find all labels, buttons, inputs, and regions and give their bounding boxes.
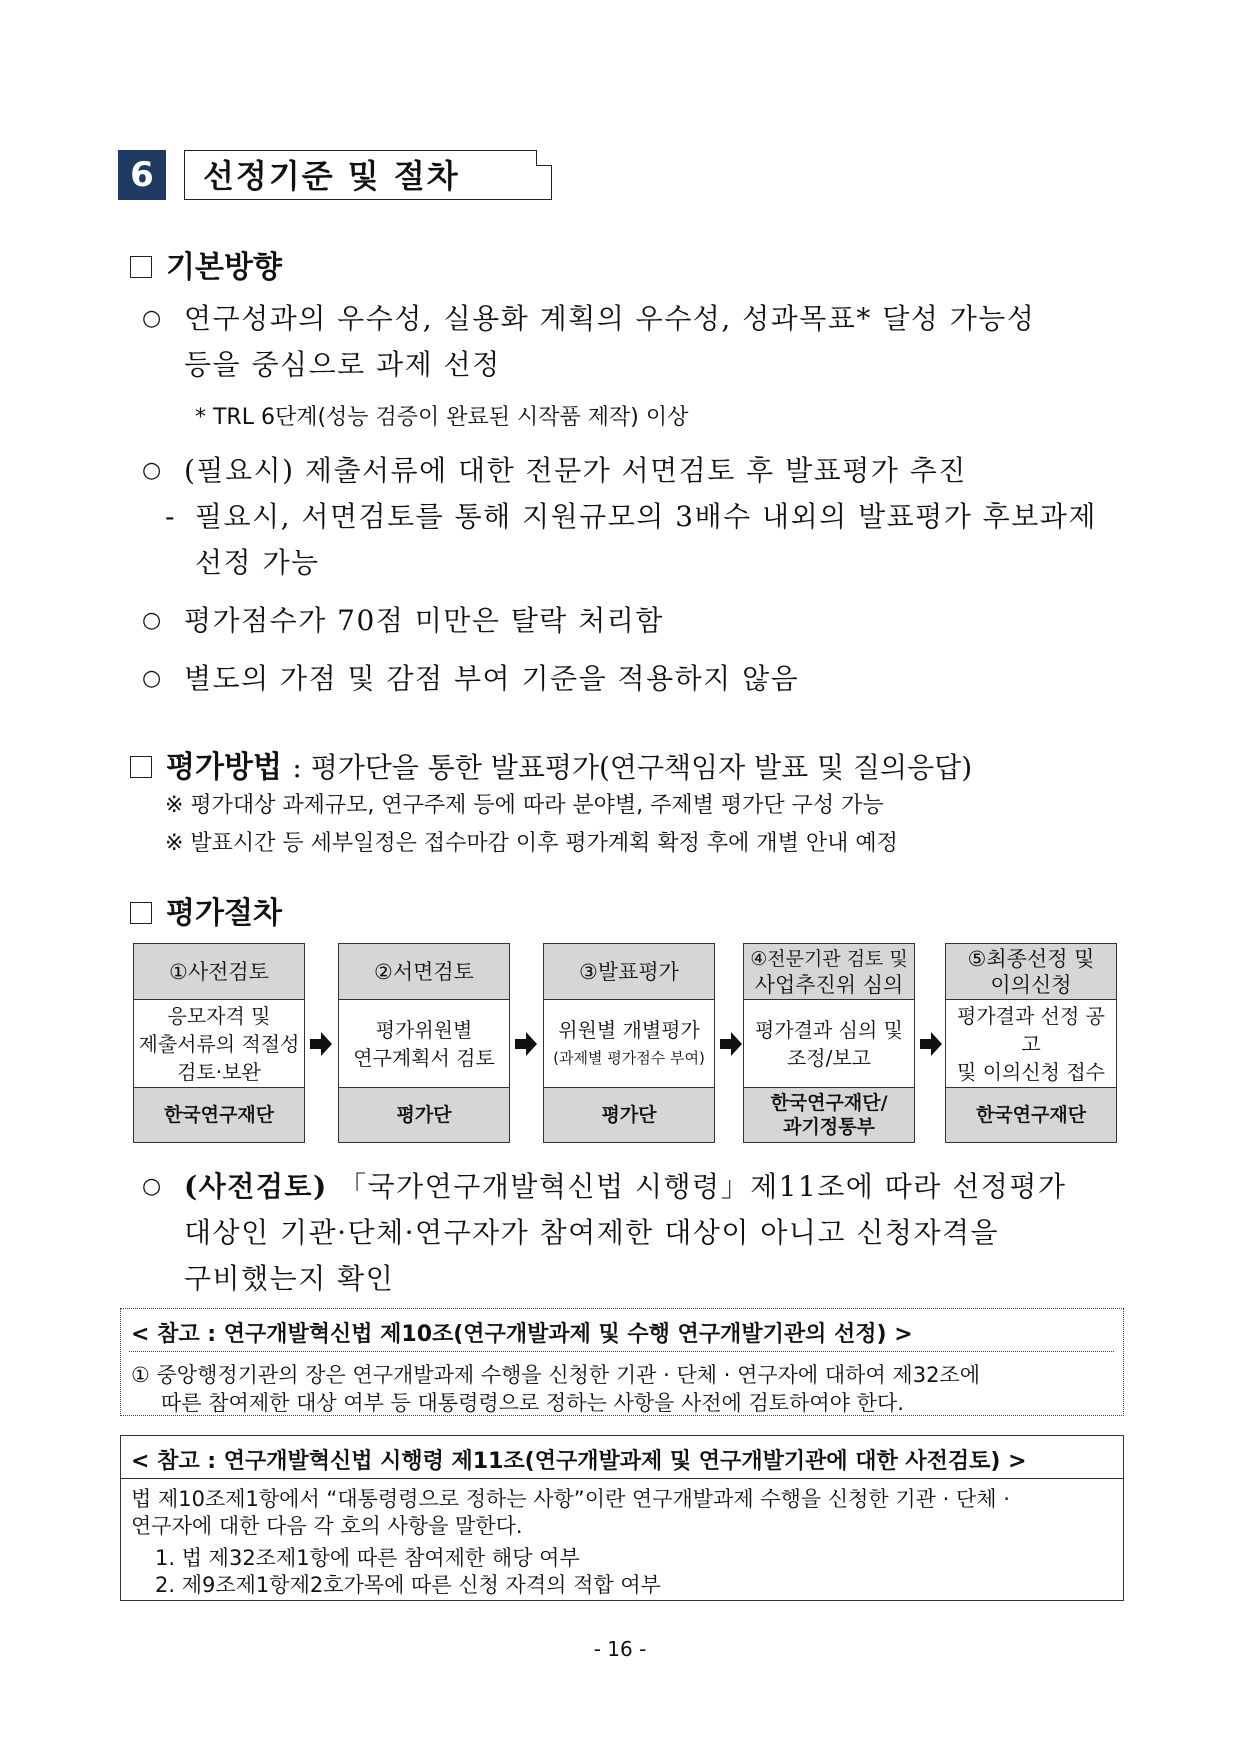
method-heading <box>130 742 972 786</box>
pre-review-line3: 구비했는지 확인 <box>184 1262 395 1295</box>
right-arrow-icon <box>515 1031 537 1057</box>
step-body-line: 조정/보고 <box>786 1045 872 1070</box>
step-foot-line: 과기정통부 <box>783 1116 875 1138</box>
step-head <box>744 944 914 1000</box>
bullet-1-text <box>184 296 1139 388</box>
reference-item-1: 1. 법 제32조제1항에 따른 참여제한 해당 여부 <box>155 1546 580 1570</box>
step-final-selection <box>945 943 1117 1143</box>
dash-line2: 선정 가능 <box>195 546 320 579</box>
step-body <box>339 1000 509 1088</box>
page-number: - 16 - <box>593 1637 647 1661</box>
bullet-2-text: (필요시) 제출서류에 대한 전문가 서면검토 후 발표평가 추진 <box>184 454 967 487</box>
bullet-1 <box>142 296 1132 388</box>
folded-corner <box>536 150 552 166</box>
reference-line: 연구자에 대한 다음 각 호의 사항을 말한다. <box>131 1514 523 1538</box>
bullet-1-line2: 등을 중심으로 과제 선정 <box>184 348 501 381</box>
dash-item <box>165 494 1135 586</box>
bullet-pre-review <box>142 1164 1132 1302</box>
bullet-1-line1: 연구성과의 우수성, 실용화 계획의 우수성, 성과목표* 달성 가능성 <box>184 302 1036 335</box>
step-committee-review <box>743 943 915 1143</box>
reference-title: < 참고 : 연구개발혁신법 시행령 제11조(연구개발과제 및 연구개발기관에 대한 사전검토) > <box>131 1449 1027 1474</box>
basic-heading-text: 기본방향 <box>166 250 282 285</box>
method-note-1: ※ 평가대상 과제규모, 연구주제 등에 따라 분야별, 주제별 평가단 구성 가능 <box>165 793 884 818</box>
dash-line1: 필요시, 서면검토를 통해 지원규모의 3배수 내외의 발표평가 후보과제 <box>195 500 1097 533</box>
checkbox-square-icon <box>130 256 152 278</box>
section-title-box <box>184 150 552 200</box>
step-foot: 평가단 <box>339 1088 509 1142</box>
circle-bullet-icon: ○ <box>142 1174 162 1199</box>
step-body <box>544 1000 714 1088</box>
footnote-trl: * TRL 6단계(성능 검증이 완료된 시작품 제작) 이상 <box>195 405 689 430</box>
step-body <box>134 1000 304 1088</box>
circle-bullet-icon: ○ <box>142 666 162 691</box>
procedure-heading <box>130 888 282 932</box>
reference-line: ① 중앙행정기관의 장은 연구개발과제 수행을 신청한 기관 · 단체 · 연구자에 대하여 제32조에 <box>131 1363 981 1387</box>
section-number: 6 <box>118 150 166 200</box>
reference-item-2: 2. 제9조제1항제2호가목에 따른 신청 자격의 적합 여부 <box>155 1573 661 1597</box>
step-body-line: 제출서류의 적절성 <box>138 1031 300 1056</box>
step-body-line: 및 이의신청 접수 <box>957 1059 1105 1084</box>
step-head <box>946 944 1116 1000</box>
step-head-line: 이의신청 <box>990 972 1072 997</box>
step-head: ②서면검토 <box>339 944 509 1000</box>
step-head-line: 사업추진위 심의 <box>754 972 904 997</box>
circle-bullet-icon: ○ <box>142 608 162 633</box>
step-body-line: 평가결과 선정 공고 <box>957 1003 1105 1056</box>
right-arrow-icon <box>920 1031 942 1057</box>
circle-bullet-icon: ○ <box>142 458 162 483</box>
process-flow <box>133 943 1133 1143</box>
bullet-3-text: 평가점수가 70점 미만은 탈락 처리함 <box>184 604 664 637</box>
section-title: 선정기준 및 절차 <box>203 157 460 195</box>
right-arrow-icon <box>310 1031 332 1057</box>
step-presentation <box>543 943 715 1143</box>
step-head-line: ⑤최종선정 및 <box>967 946 1095 971</box>
pre-review-label: (사전검토) <box>184 1170 328 1203</box>
method-sub: : 평가단을 통한 발표평가(연구책임자 발표 및 질의응답) <box>292 751 973 784</box>
step-body-line: (과제별 평가점수 부여) <box>553 1048 705 1067</box>
step-foot <box>744 1088 914 1142</box>
step-document-review <box>338 943 510 1143</box>
step-head: ①사전검토 <box>134 944 304 1000</box>
method-note-2: ※ 발표시간 등 세부일정은 접수마감 이후 평가계획 확정 후에 개별 안내 예정 <box>165 831 898 856</box>
dash-text <box>195 494 1145 586</box>
reference-body <box>131 1486 1116 1540</box>
step-body-line: 평가위원별 <box>375 1017 473 1042</box>
step-foot: 한국연구재단 <box>134 1088 304 1142</box>
step-body-line: 응모자격 및 <box>167 1003 271 1028</box>
step-body-line: 위원별 개별평가 <box>558 1017 700 1042</box>
reference-line: 법 제10조제1항에서 “대통령령으로 정하는 사항”이란 연구개발과제 수행을 신청한 기관 · 단체 · <box>131 1487 1010 1511</box>
reference-line: 따른 참여제한 대상 여부 등 대통령령으로 정하는 사항을 사전에 검토하여야 한다. <box>161 1391 904 1415</box>
reference-box-law <box>120 1308 1124 1416</box>
dash-marker: - <box>165 500 175 533</box>
step-head-line: ④전문기관 검토 및 <box>750 947 908 970</box>
checkbox-square-icon <box>130 756 152 778</box>
section-header <box>118 150 558 200</box>
pre-review-text <box>184 1164 1139 1302</box>
step-foot: 평가단 <box>544 1088 714 1142</box>
step-foot-line: 한국연구재단/ <box>770 1092 888 1114</box>
method-heading-text: 평가방법 <box>166 750 282 785</box>
reference-body <box>131 1361 1116 1417</box>
basic-heading <box>130 242 282 286</box>
step-body <box>946 1000 1116 1088</box>
reference-title: < 참고 : 연구개발혁신법 제10조(연구개발과제 및 수행 연구개발기관의 선정) > <box>131 1322 913 1347</box>
checkbox-square-icon <box>130 902 152 924</box>
bullet-4-text: 별도의 가점 및 감점 부여 기준을 적용하지 않음 <box>184 662 800 695</box>
pre-review-line1: 「국가연구개발혁신법 시행령」제11조에 따라 선정평가 <box>338 1170 1067 1203</box>
divider <box>121 1478 1123 1479</box>
step-head: ③발표평가 <box>544 944 714 1000</box>
step-pre-review <box>133 943 305 1143</box>
divider <box>129 1351 1114 1352</box>
step-body-line: 검토·보완 <box>177 1059 261 1084</box>
reference-box-decree <box>120 1435 1124 1601</box>
step-foot: 한국연구재단 <box>946 1088 1116 1142</box>
right-arrow-icon <box>720 1031 742 1057</box>
step-body-line: 연구계획서 검토 <box>353 1045 495 1070</box>
procedure-heading-text: 평가절차 <box>166 896 282 931</box>
step-body-line: 평가결과 심의 및 <box>755 1017 903 1042</box>
pre-review-line2: 대상인 기관·단체·연구자가 참여제한 대상이 아니고 신청자격을 <box>184 1216 1000 1249</box>
circle-bullet-icon: ○ <box>142 306 162 331</box>
step-body <box>744 1000 914 1088</box>
